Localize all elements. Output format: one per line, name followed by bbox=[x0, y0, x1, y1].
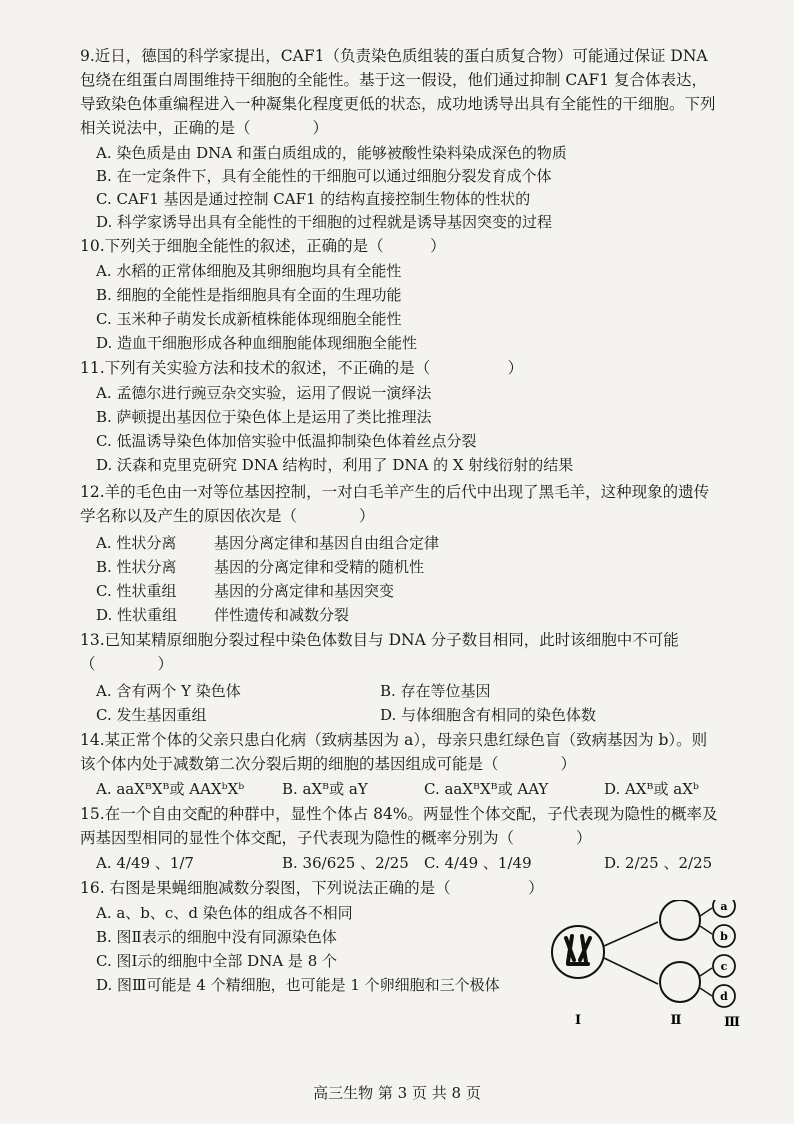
question-14-option-a: A. aaXᴮXᴮ或 AAXᵇXᵇ bbox=[96, 780, 245, 798]
cell-i bbox=[552, 926, 604, 978]
cell-ii-lower bbox=[660, 962, 700, 1002]
question-12-option-c-text: 基因的分离定律和基因突变 bbox=[214, 582, 395, 600]
question-12-option-a-text: 基因分离定律和基因自由组合定律 bbox=[214, 534, 440, 552]
question-12-option-a-label: A. 性状分离 bbox=[96, 534, 177, 552]
question-9-option-d: D. 科学家诱导出具有全能性的干细胞的过程就是诱导基因突变的过程 bbox=[96, 213, 553, 231]
question-15-option-c: C. 4/49 、1/49 bbox=[424, 854, 532, 872]
question-12-option-d-label: D. 性状重组 bbox=[96, 606, 178, 624]
question-16-option-d: D. 图Ⅲ可能是 4 个精细胞，也可能是 1 个卵细胞和三个极体 bbox=[96, 976, 500, 994]
cell-label-d: d bbox=[720, 990, 728, 1003]
question-9-stem: 9.近日，德国的科学家提出，CAF1（负责染色质组装的蛋白质复合物）可能通过保证 DNA 包绕在组蛋白周围维持干细胞的全能性。基于这一假设，他们通过抑制 CAF1 复合体表达，导致染色体重编程进入一种凝集化程度更低的状态，成功地诱导出具有全能性的干细胞。下列相关说法中，正确的是（ ） bbox=[80, 47, 716, 137]
meiosis-diagram bbox=[548, 900, 748, 1030]
cell-label-b: b bbox=[720, 930, 728, 943]
question-11-option-d: D. 沃森和克里克研究 DNA 结构时，利用了 DNA 的 X 射线衍射的结果 bbox=[96, 456, 574, 474]
question-10-option-b: B. 细胞的全能性是指细胞具有全面的生理功能 bbox=[96, 286, 402, 304]
question-13-option-d: D. 与体细胞含有相同的染色体数 bbox=[380, 706, 597, 724]
arrow-lower bbox=[604, 958, 658, 984]
question-15-option-d: D. 2/25 、2/25 bbox=[604, 854, 713, 872]
question-16-stem: 16. 右图是果蝇细胞减数分裂图，下列说法正确的是（ ） bbox=[80, 879, 544, 897]
question-10-stem: 10.下列关于细胞全能性的叙述，正确的是（ ） bbox=[80, 237, 446, 255]
question-11-option-b: B. 萨顿提出基因位于染色体上是运用了类比推理法 bbox=[96, 408, 432, 426]
question-12-stem: 12.羊的毛色由一对等位基因控制，一对白毛羊产生的后代中出现了黑毛羊，这种现象的遗传学名称以及产生的原因依次是（ ） bbox=[80, 483, 710, 525]
question-15-option-b: B. 36/625 、2/25 bbox=[282, 854, 409, 872]
question-13-option-b: B. 存在等位基因 bbox=[380, 682, 491, 700]
question-10-option-c: C. 玉米种子萌发长成新植株能体现细胞全能性 bbox=[96, 310, 402, 328]
question-9-option-c: C. CAF1 基因是通过控制 CAF1 的结构直接控制生物体的性状的 bbox=[96, 190, 531, 208]
question-14-stem: 14.某正常个体的父亲只患白化病（致病基因为 a），母亲只患红绿色盲（致病基因为 b）。则该个体内处于减数第二次分裂后期的细胞的基因组成可能是（ ） bbox=[80, 731, 708, 773]
question-15-option-a: A. 4/49 、1/7 bbox=[96, 854, 194, 872]
question-11-stem: 11.下列有关实验方法和技术的叙述，不正确的是（ ） bbox=[80, 359, 524, 377]
question-13-option-c: C. 发生基因重组 bbox=[96, 706, 207, 724]
question-16-option-b: B. 图Ⅱ表示的细胞中没有同源染色体 bbox=[96, 928, 337, 946]
question-14-option-d: D. AXᴮ或 aXᵇ bbox=[604, 780, 699, 798]
question-10-option-d: D. 造血干细胞形成各种血细胞能体现细胞全能性 bbox=[96, 334, 418, 352]
question-16-option-c: C. 图Ⅰ示的细胞中全部 DNA 是 8 个 bbox=[96, 952, 338, 970]
arrow-upper bbox=[604, 922, 658, 946]
question-12-option-d-text: 伴性遗传和减数分裂 bbox=[214, 606, 350, 624]
question-11-option-a: A. 孟德尔进行豌豆杂交实验，运用了假说一演绎法 bbox=[96, 384, 432, 402]
page-footer: 高三生物 第 3 页 共 8 页 bbox=[313, 1084, 481, 1102]
question-12-option-b-label: B. 性状分离 bbox=[96, 558, 177, 576]
question-14-option-b: B. aXᴮ或 aY bbox=[282, 780, 368, 798]
cell-ii-upper bbox=[660, 900, 700, 940]
chromosomes bbox=[566, 936, 590, 964]
question-15-stem: 15.在一个自由交配的种群中，显性个体占 84%。两显性个体交配，子代表现为隐性的概率及两基因型相同的显性个体交配，子代表现为隐性的概率分别为（ ） bbox=[80, 805, 718, 847]
question-12-option-b-text: 基因的分离定律和受精的随机性 bbox=[214, 558, 425, 576]
stage-label-iii: Ⅲ bbox=[724, 1015, 740, 1030]
cell-label-a: a bbox=[720, 900, 728, 913]
question-9-option-b: B. 在一定条件下，具有全能性的干细胞可以通过细胞分裂发育成个体 bbox=[96, 167, 552, 185]
question-9-option-a: A. 染色质是由 DNA 和蛋白质组成的，能够被酸性染料染成深色的物质 bbox=[96, 144, 567, 162]
question-16-option-a: A. a、b、c、d 染色体的组成各不相同 bbox=[96, 904, 353, 922]
question-11-option-c: C. 低温诱导染色体加倍实验中低温抑制染色体着丝点分裂 bbox=[96, 432, 477, 450]
question-13-option-a: A. 含有两个 Y 染色体 bbox=[96, 682, 241, 700]
question-12-option-c-label: C. 性状重组 bbox=[96, 582, 177, 600]
question-10-option-a: A. 水稻的正常体细胞及其卵细胞均具有全能性 bbox=[96, 262, 402, 280]
cell-label-c: c bbox=[720, 960, 728, 973]
stage-label-i: Ⅰ bbox=[574, 1013, 582, 1028]
question-14-option-c: C. aaXᴮXᴮ或 AAY bbox=[424, 780, 549, 798]
question-13-stem: 13.已知某精原细胞分裂过程中染色体数目与 DNA 分子数目相同，此时该细胞中不可能（ ） bbox=[80, 631, 679, 673]
stage-label-ii: Ⅱ bbox=[670, 1013, 682, 1028]
